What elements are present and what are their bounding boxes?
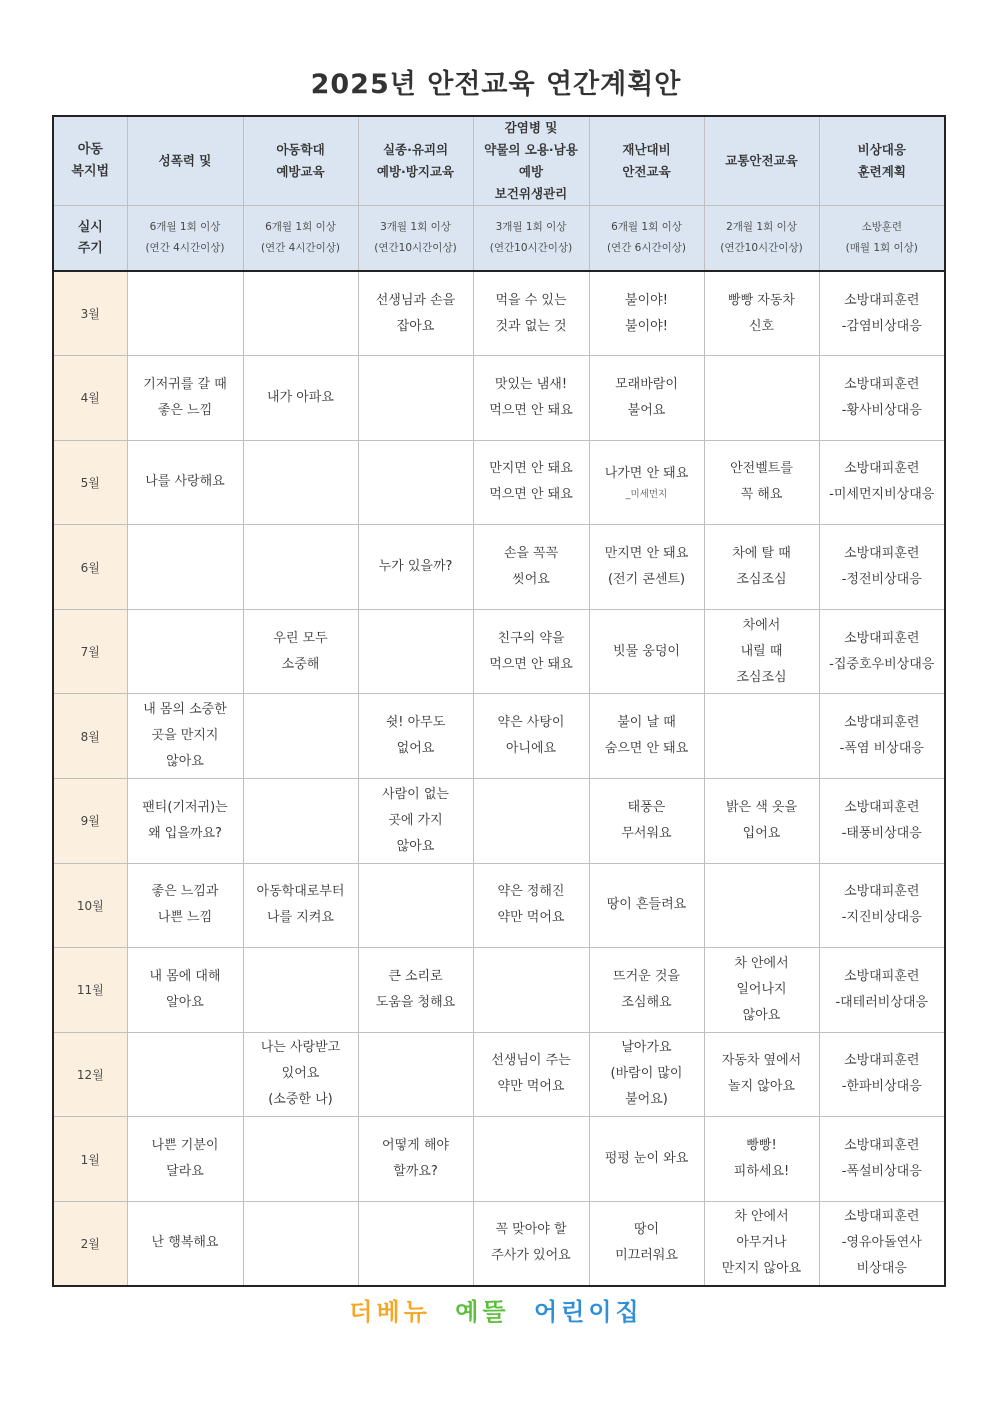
cell-line: -미세먼지비상대응 — [829, 487, 935, 503]
table-row — [53, 1201, 945, 1286]
plan-cell — [473, 1032, 589, 1117]
cell-line: 난 행복해요 — [151, 1235, 219, 1251]
cell-line: 예방·방지교육 — [376, 164, 455, 179]
column-header — [127, 116, 243, 206]
table-row — [53, 609, 945, 694]
plan-cell — [589, 609, 704, 694]
cell-line: 빵빵! — [746, 1138, 777, 1154]
column-cycle — [127, 206, 243, 272]
cell-line: 사람이 없는 — [382, 786, 449, 802]
month-cell: 4월 — [53, 356, 127, 441]
cell-line: 밝은 색 옷을 — [725, 799, 798, 815]
cell-line: 차 안에서 — [734, 955, 789, 971]
cell-line: 숨으면 안 돼요 — [604, 741, 689, 757]
cell-line: 소방대피훈련 — [844, 968, 920, 984]
cell-line: 땅이 — [633, 1222, 660, 1238]
cell-line: 소방대피훈련 — [844, 630, 920, 646]
cell-line: -폭염 비상대응 — [839, 741, 924, 757]
cell-line: 빗물 웅덩이 — [613, 643, 680, 659]
plan-cell — [704, 863, 819, 948]
cell-line: 불이야! — [625, 292, 668, 308]
plan-cell — [243, 609, 358, 694]
plan-cell — [358, 1032, 473, 1117]
plan-cell — [589, 440, 704, 525]
plan-cell — [589, 1032, 704, 1117]
cell-line: 6개월 1회 이상 — [611, 221, 682, 233]
cell-line: 않아요 — [166, 754, 204, 770]
cell-line: 소방대피훈련 — [844, 1209, 920, 1225]
cell-line: 조심해요 — [621, 994, 672, 1010]
plan-cell — [243, 1201, 358, 1286]
plan-cell — [704, 356, 819, 441]
cell-line: 만지면 안 돼요 — [604, 546, 689, 562]
cell-line: 성폭력 및 — [158, 153, 212, 168]
table-row — [53, 778, 945, 863]
plan-cell — [704, 609, 819, 694]
plan-cell — [589, 1201, 704, 1286]
cell-line: (연간10시간이상) — [374, 242, 457, 254]
plan-cell — [127, 271, 243, 356]
cell-line: 있어요 — [281, 1066, 320, 1082]
cell-line: 달라요 — [166, 1164, 204, 1180]
cell-line: 나는 사랑받고 — [260, 1040, 341, 1056]
cell-line: 곳을 만지지 — [151, 728, 219, 744]
cell-line: 태풍은 — [627, 799, 666, 815]
plan-cell — [358, 1201, 473, 1286]
cell-line: 차에 탈 때 — [732, 546, 791, 562]
cell-line: 일어나지 — [736, 981, 787, 997]
table-row — [53, 356, 945, 441]
cell-line: 빵빵 자동차 — [728, 292, 795, 308]
cell-line: 주사가 있어요 — [491, 1248, 571, 1264]
cell-line: 만지면 안 돼요 — [489, 461, 573, 477]
plan-cell — [819, 778, 945, 863]
cell-line: 할까요? — [393, 1164, 438, 1180]
cell-line: 신호 — [748, 318, 775, 334]
plan-cell — [819, 356, 945, 441]
cell-line: -태풍비상대응 — [841, 825, 922, 841]
month-cell: 10월 — [53, 863, 127, 948]
cell-line: 왜 입을까요? — [148, 825, 222, 841]
cell-line: 차 안에서 — [734, 1209, 789, 1225]
cell-line: 좋은 느낌과 — [151, 884, 219, 900]
cell-line: (매월 1회 이상) — [845, 242, 918, 254]
plan-cell — [473, 863, 589, 948]
cell-line: 입어요 — [742, 825, 781, 841]
plan-cell — [589, 525, 704, 610]
plan-cell — [704, 1032, 819, 1117]
plan-cell — [358, 440, 473, 525]
header-row-category — [53, 116, 945, 206]
cell-line: 없어요 — [396, 741, 435, 757]
plan-cell — [589, 271, 704, 356]
cell-line: 3개월 1회 이상 — [380, 221, 451, 233]
cell-line: 소방대피훈련 — [844, 546, 920, 562]
cell-line: 피하세요! — [733, 1164, 790, 1180]
cell-line: 소방대피훈련 — [844, 1053, 920, 1069]
column-header — [819, 116, 945, 206]
plan-cell — [819, 863, 945, 948]
plan-cell — [358, 694, 473, 779]
cell-line: 꼭 맞아야 할 — [495, 1222, 567, 1238]
cell-line: 훈련계획 — [857, 164, 906, 179]
plan-cell — [127, 1201, 243, 1286]
cell-line: (연간10시간이상) — [720, 242, 803, 254]
plan-cell — [704, 271, 819, 356]
table-row — [53, 694, 945, 779]
cell-line: 우린 모두 — [273, 630, 328, 646]
plan-cell — [819, 694, 945, 779]
cell-line: 선생님과 손을 — [375, 292, 456, 308]
cell-line: 어떻게 해야 — [382, 1138, 449, 1154]
column-header — [243, 116, 358, 206]
cell-line: 선생님이 주는 — [491, 1053, 571, 1069]
plan-cell — [358, 1117, 473, 1202]
cell-line: 불어요 — [627, 402, 666, 418]
cell-line: 친구의 약을 — [497, 630, 565, 646]
cell-line: 아무거나 — [736, 1235, 787, 1251]
cell-line: 안전교육 — [622, 164, 671, 179]
plan-cell — [127, 1032, 243, 1117]
footer-brand-part3: 어린이집 — [533, 1298, 643, 1326]
plan-cell — [473, 609, 589, 694]
cell-line: -폭설비상대응 — [841, 1164, 922, 1180]
table-row — [53, 525, 945, 610]
cell-line: 손을 꼭꼭 — [503, 546, 559, 562]
cell-line: 복지법 — [71, 164, 110, 179]
table-row — [53, 1117, 945, 1202]
cell-line: (전기 콘센트) — [607, 572, 686, 588]
cell-line: -지진비상대응 — [841, 910, 922, 926]
cell-line: 약은 사탕이 — [497, 715, 565, 731]
cell-line: 약만 먹어요 — [497, 1079, 565, 1095]
column-cycle — [473, 206, 589, 272]
plan-cell — [704, 778, 819, 863]
cell-line: 먹으면 안 돼요 — [489, 402, 573, 418]
plan-cell — [473, 948, 589, 1033]
cell-subnote: _미세먼지 — [625, 489, 668, 501]
cell-line: 누가 있을까? — [378, 559, 453, 575]
cell-line: 놀지 않아요 — [728, 1079, 795, 1095]
cell-line: 소방대피훈련 — [844, 461, 920, 477]
cell-line: 자동차 옆에서 — [721, 1053, 802, 1069]
plan-cell — [358, 609, 473, 694]
plan-cell — [473, 440, 589, 525]
cell-line: -감염비상대응 — [841, 318, 922, 334]
cell-line: 아동 — [77, 142, 103, 157]
plan-cell — [358, 948, 473, 1033]
cell-line: 먹으면 안 돼요 — [489, 487, 573, 503]
cell-line: 씻어요 — [512, 572, 550, 588]
plan-cell — [243, 694, 358, 779]
month-cell: 3월 — [53, 271, 127, 356]
cell-line: 나를 지켜요 — [267, 910, 334, 926]
table-body — [53, 271, 945, 1286]
column-cycle — [358, 206, 473, 272]
plan-cell — [127, 863, 243, 948]
month-cell: 7월 — [53, 609, 127, 694]
plan-cell — [243, 778, 358, 863]
cell-line: 날아가요 — [621, 1040, 672, 1056]
cell-line: 꼭 해요 — [740, 487, 783, 503]
cell-line: -대테러비상대응 — [835, 994, 929, 1010]
plan-cell — [243, 525, 358, 610]
cell-line: 쉿! 아무도 — [385, 715, 446, 731]
table-row — [53, 440, 945, 525]
cell-line: 않아요 — [742, 1007, 781, 1023]
cell-line: 불이 날 때 — [617, 715, 676, 731]
cell-line: 큰 소리로 — [388, 968, 443, 984]
cell-line: 불이야! — [625, 318, 668, 334]
cell-line: 불어요) — [625, 1092, 668, 1108]
cell-line: 모래바람이 — [615, 376, 678, 392]
plan-cell — [243, 948, 358, 1033]
cell-line: 무서워요 — [621, 825, 672, 841]
plan-cell — [473, 271, 589, 356]
plan-cell — [473, 1117, 589, 1202]
plan-cell — [819, 948, 945, 1033]
cell-line: -집중호우비상대응 — [829, 656, 935, 672]
column-cycle — [819, 206, 945, 272]
cell-line: 약은 정해진 — [497, 884, 565, 900]
cell-line: 안전벨트를 — [730, 461, 793, 477]
cell-line: 실시 — [77, 220, 103, 235]
plan-cell — [127, 356, 243, 441]
cell-line: 6개월 1회 이상 — [149, 221, 221, 233]
plan-cell — [358, 271, 473, 356]
plan-cell — [704, 948, 819, 1033]
plan-cell — [819, 525, 945, 610]
plan-cell — [127, 694, 243, 779]
plan-cell — [473, 778, 589, 863]
cell-line: 좋은 느낌 — [157, 402, 213, 418]
cell-line: 소방대피훈련 — [844, 715, 920, 731]
plan-cell — [127, 1117, 243, 1202]
cell-line: 비상대응 — [857, 142, 906, 157]
plan-cell — [127, 609, 243, 694]
cell-line: 약만 먹어요 — [497, 910, 565, 926]
cell-line: (연간 4시간이상) — [260, 242, 341, 254]
table-row — [53, 863, 945, 948]
plan-cell — [589, 356, 704, 441]
month-cell: 9월 — [53, 778, 127, 863]
cell-line: 차에서 — [742, 617, 781, 633]
cell-line: (바람이 많이 — [610, 1066, 683, 1082]
cell-line: (연간 6시간이상) — [606, 242, 687, 254]
plan-cell — [358, 356, 473, 441]
cell-line: -한파비상대응 — [841, 1079, 922, 1095]
plan-cell — [243, 356, 358, 441]
month-cell: 1월 — [53, 1117, 127, 1202]
cell-line: 교통안전교육 — [725, 153, 798, 168]
header-row-cycle — [53, 206, 945, 272]
column-header — [473, 116, 589, 206]
cell-line: -정전비상대응 — [841, 572, 922, 588]
table-row — [53, 1032, 945, 1117]
cell-line: (연간 4시간이상) — [145, 242, 225, 254]
plan-cell — [589, 948, 704, 1033]
plan-cell — [243, 440, 358, 525]
cell-line: 곳에 가지 — [388, 812, 443, 828]
plan-cell — [704, 1117, 819, 1202]
cell-line: 나쁜 느낌 — [157, 910, 213, 926]
plan-cell — [127, 440, 243, 525]
cell-line: 예방 — [518, 164, 544, 179]
plan-cell — [819, 1201, 945, 1286]
plan-cell — [127, 778, 243, 863]
cell-line: 기저귀를 갈 때 — [143, 376, 227, 392]
month-cell: 5월 — [53, 440, 127, 525]
cell-line: 소방훈련 — [861, 221, 903, 233]
cell-line: 소방대피훈련 — [844, 292, 920, 308]
cell-line: 재난대비 — [622, 142, 671, 157]
plan-cell — [589, 778, 704, 863]
plan-cell — [243, 1032, 358, 1117]
cell-line: 예방교육 — [276, 164, 325, 179]
month-cell: 8월 — [53, 694, 127, 779]
column-cycle — [243, 206, 358, 272]
plan-cell — [243, 1117, 358, 1202]
cell-line: 약물의 오용·남용 — [484, 142, 578, 157]
cell-line: 소방대피훈련 — [844, 376, 920, 392]
cell-line: 조심조심 — [736, 669, 787, 685]
plan-cell — [819, 1117, 945, 1202]
plan-cell — [589, 863, 704, 948]
cell-line: -황사비상대응 — [841, 402, 922, 418]
cell-line: 않아요 — [396, 838, 435, 854]
cell-line: 잡아요 — [396, 318, 435, 334]
plan-cell — [819, 440, 945, 525]
cell-line: 미끄러워요 — [615, 1248, 678, 1264]
table-row — [53, 948, 945, 1033]
cell-line: 땅이 흔들려요 — [606, 897, 687, 913]
cell-line: 6개월 1회 이상 — [265, 221, 336, 233]
month-cell: 11월 — [53, 948, 127, 1033]
cell-line: 나를 사랑해요 — [145, 474, 225, 490]
cell-line: 뜨거운 것을 — [613, 968, 680, 984]
cell-line: 나가면 안 돼요 — [604, 466, 689, 482]
plan-cell — [473, 525, 589, 610]
cell-line: 비상대응 — [856, 1261, 907, 1277]
cell-line: 내릴 때 — [740, 643, 783, 659]
cell-line: 도움을 청해요 — [375, 994, 456, 1010]
plan-cell — [358, 525, 473, 610]
cell-line: 감염병 및 — [504, 120, 558, 135]
plan-cell — [127, 525, 243, 610]
column-header — [358, 116, 473, 206]
column-header — [589, 116, 704, 206]
cell-line: 2개월 1회 이상 — [726, 221, 797, 233]
cell-line: (소중한 나) — [268, 1092, 333, 1108]
column-header — [704, 116, 819, 206]
cell-line: 맛있는 냄새! — [494, 376, 568, 392]
page-title: 2025년 안전교육 연간계획안 — [310, 69, 682, 100]
cell-line: 알아요 — [166, 994, 204, 1010]
cell-line: 내 몸의 소중한 — [143, 702, 227, 718]
month-cell: 12월 — [53, 1032, 127, 1117]
month-cell: 2월 — [53, 1201, 127, 1286]
plan-cell — [589, 694, 704, 779]
cell-line: -영유아돌연사 — [841, 1235, 922, 1251]
corner-cycle — [53, 206, 127, 272]
plan-cell — [358, 863, 473, 948]
corner-category — [53, 116, 127, 206]
cell-line: 먹을 수 있는 — [495, 292, 567, 308]
cell-line: 실종·유괴의 — [382, 142, 449, 157]
month-cell: 6월 — [53, 525, 127, 610]
cell-line: 소방대피훈련 — [844, 884, 920, 900]
table-row — [53, 271, 945, 356]
plan-cell — [704, 1201, 819, 1286]
annual-plan-table — [52, 115, 946, 1287]
plan-cell — [819, 271, 945, 356]
footer-brand-part2: 예뜰 — [455, 1298, 510, 1326]
cell-line: 보건위생관리 — [494, 186, 568, 201]
footer-brand-part1: 더베뉴 — [349, 1298, 431, 1326]
cell-line: 조심조심 — [736, 572, 787, 588]
plan-cell — [473, 1201, 589, 1286]
plan-cell — [473, 356, 589, 441]
cell-line: 아동학대로부터 — [256, 884, 345, 900]
plan-cell — [589, 1117, 704, 1202]
cell-line: 나쁜 기분이 — [151, 1138, 219, 1154]
cell-line: 아니에요 — [505, 741, 557, 757]
plan-cell — [704, 440, 819, 525]
cell-line: 먹으면 안 돼요 — [489, 656, 573, 672]
plan-cell — [127, 948, 243, 1033]
cell-line: 만지지 않아요 — [721, 1261, 802, 1277]
cell-line: 3개월 1회 이상 — [495, 221, 567, 233]
cell-line: (연간10시간이상) — [489, 242, 573, 254]
cell-line: 팬티(기저귀)는 — [142, 799, 228, 815]
cell-line: 주기 — [77, 241, 103, 256]
cell-line: 내가 아파요 — [267, 389, 334, 405]
cell-line: 소방대피훈련 — [844, 799, 920, 815]
cell-line: 아동학대 — [276, 142, 325, 157]
plan-cell — [473, 694, 589, 779]
plan-cell — [243, 271, 358, 356]
plan-cell — [704, 525, 819, 610]
footer-brand — [0, 1292, 992, 1327]
plan-cell — [704, 694, 819, 779]
plan-cell — [358, 778, 473, 863]
cell-line: 소방대피훈련 — [844, 1138, 920, 1154]
plan-cell — [819, 609, 945, 694]
column-cycle — [704, 206, 819, 272]
column-cycle — [589, 206, 704, 272]
plan-cell — [243, 863, 358, 948]
cell-line: 것과 없는 것 — [495, 318, 567, 334]
plan-cell — [819, 1032, 945, 1117]
cell-line: 내 몸에 대해 — [149, 968, 221, 984]
cell-line: 소중해 — [281, 656, 320, 672]
cell-line: 펑펑 눈이 와요 — [604, 1151, 689, 1167]
